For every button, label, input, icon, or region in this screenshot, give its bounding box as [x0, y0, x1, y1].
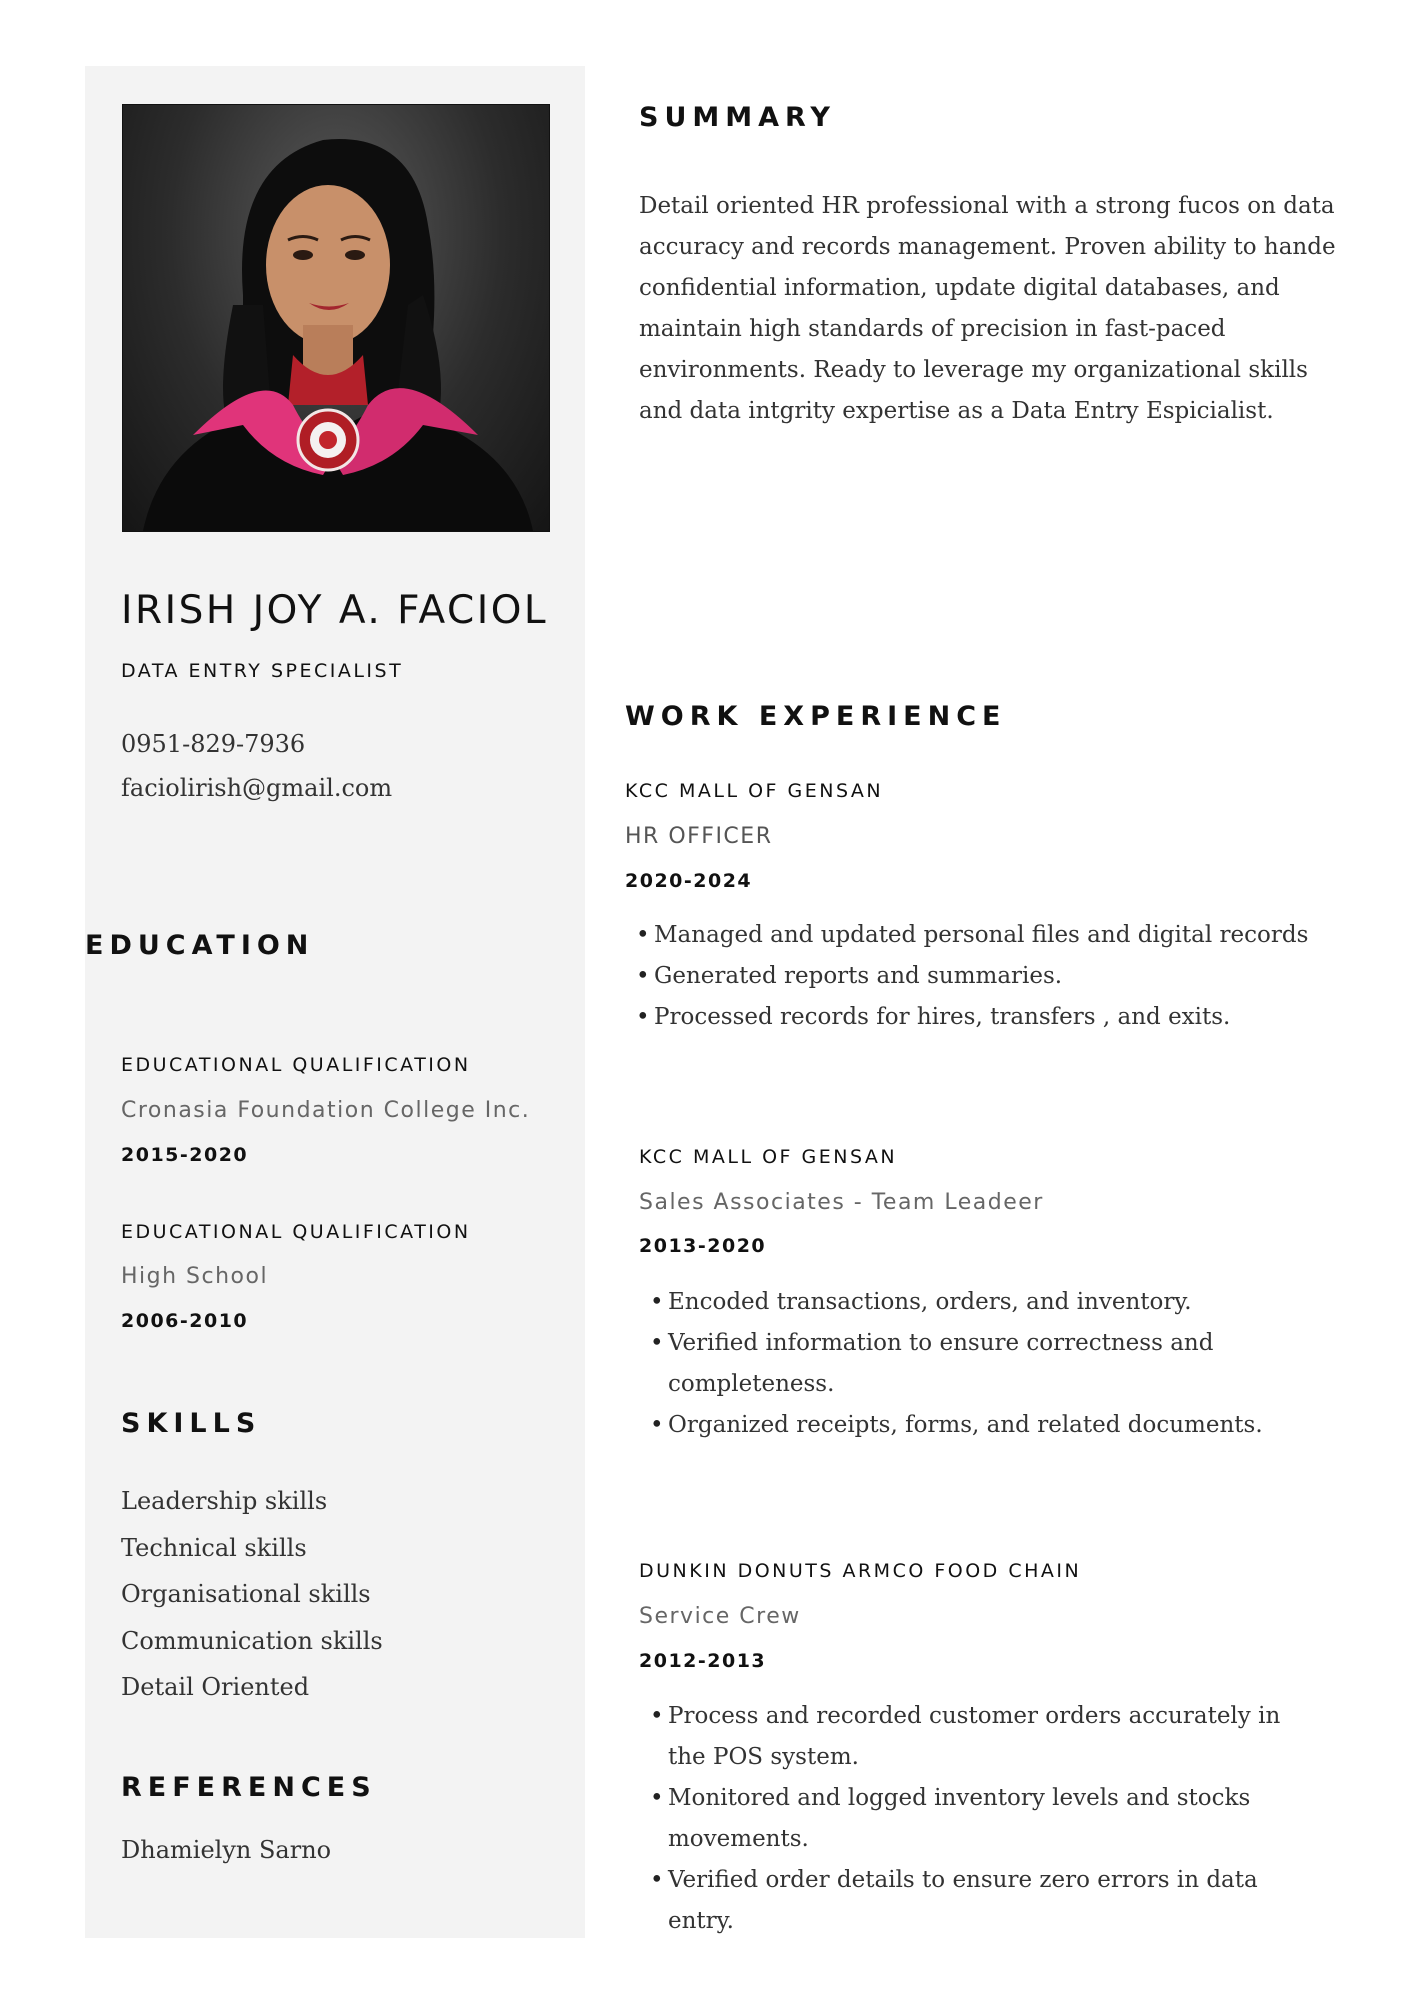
education-label: EDUCATIONAL QUALIFICATION — [121, 1054, 471, 1076]
skill-item: Leadership skills — [121, 1487, 328, 1515]
profile-photo — [122, 104, 550, 532]
job-years: 2012-2013 — [639, 1650, 767, 1672]
education-years: 2006-2010 — [121, 1310, 249, 1332]
email-address[interactable]: faciolirish@gmail.com — [121, 774, 393, 802]
candidate-name: IRISH JOY A. FACIOL — [121, 588, 549, 633]
job-company: DUNKIN DONUTS ARMCO FOOD CHAIN — [639, 1560, 1082, 1582]
skills-list — [121, 1478, 383, 1711]
job-duties — [650, 1282, 1280, 1446]
skill-item: Organisational skills — [121, 1580, 371, 1608]
job-company: KCC MALL OF GENSAN — [639, 1146, 898, 1168]
summary-text: Detail oriented HR professional with a strong fucos on data accuracy and records management. Proven ability to hande confidential information, update digital databases, and maintain high standards of precision in fast-paced environments. Ready to leverage my organizational skills and data intgrity expertise as a Data Entry Espicialist. — [639, 193, 1336, 424]
job-duties — [650, 1696, 1320, 1942]
education-label: EDUCATIONAL QUALIFICATION — [121, 1221, 471, 1243]
duty-item: • Encoded transactions, orders, and inventory. — [650, 1282, 1280, 1323]
duty-item: • Processed records for hires, transfers , and exits. — [636, 997, 1336, 1038]
skills-heading: SKILLS — [121, 1408, 262, 1439]
duty-item: • Generated reports and summaries. — [636, 956, 1336, 997]
duty-item: • Verified order details to ensure zero errors in data entry. — [650, 1860, 1320, 1942]
education-school: High School — [121, 1264, 269, 1289]
education-school: Cronasia Foundation College Inc. — [121, 1098, 531, 1123]
job-role: Service Crew — [639, 1604, 801, 1629]
reference-item: Dhamielyn Sarno — [121, 1836, 332, 1864]
duty-item: • Verified information to ensure correctness and completeness. — [650, 1323, 1280, 1405]
job-company: KCC MALL OF GENSAN — [625, 780, 884, 802]
skill-item: Communication skills — [121, 1626, 383, 1655]
duty-item: • Process and recorded customer orders accurately in the POS system. — [650, 1696, 1320, 1778]
skill-item: Detail Oriented — [121, 1673, 310, 1701]
duty-item: • Monitored and logged inventory levels and stocks movements. — [650, 1778, 1320, 1860]
graduate-portrait-icon — [123, 105, 549, 531]
duty-item: • Managed and updated personal files and digital records — [636, 915, 1336, 956]
phone-number: 0951-829-7936 — [121, 730, 306, 758]
skill-item: Technical skills — [121, 1533, 307, 1562]
references-heading: REFERENCES — [121, 1772, 377, 1803]
job-title: DATA ENTRY SPECIALIST — [121, 660, 404, 682]
duty-item: • Organized receipts, forms, and related documents. — [650, 1405, 1280, 1446]
job-years: 2020-2024 — [625, 870, 753, 892]
education-years: 2015-2020 — [121, 1144, 249, 1166]
job-role: HR OFFICER — [625, 824, 773, 849]
job-years: 2013-2020 — [639, 1235, 767, 1257]
summary-heading: SUMMARY — [639, 102, 836, 133]
work-experience-heading: WORK EXPERIENCE — [625, 701, 1007, 732]
education-heading: EDUCATION — [85, 930, 315, 961]
job-role: Sales Associates - Team Leadeer — [639, 1190, 1044, 1215]
job-duties — [636, 915, 1336, 1038]
